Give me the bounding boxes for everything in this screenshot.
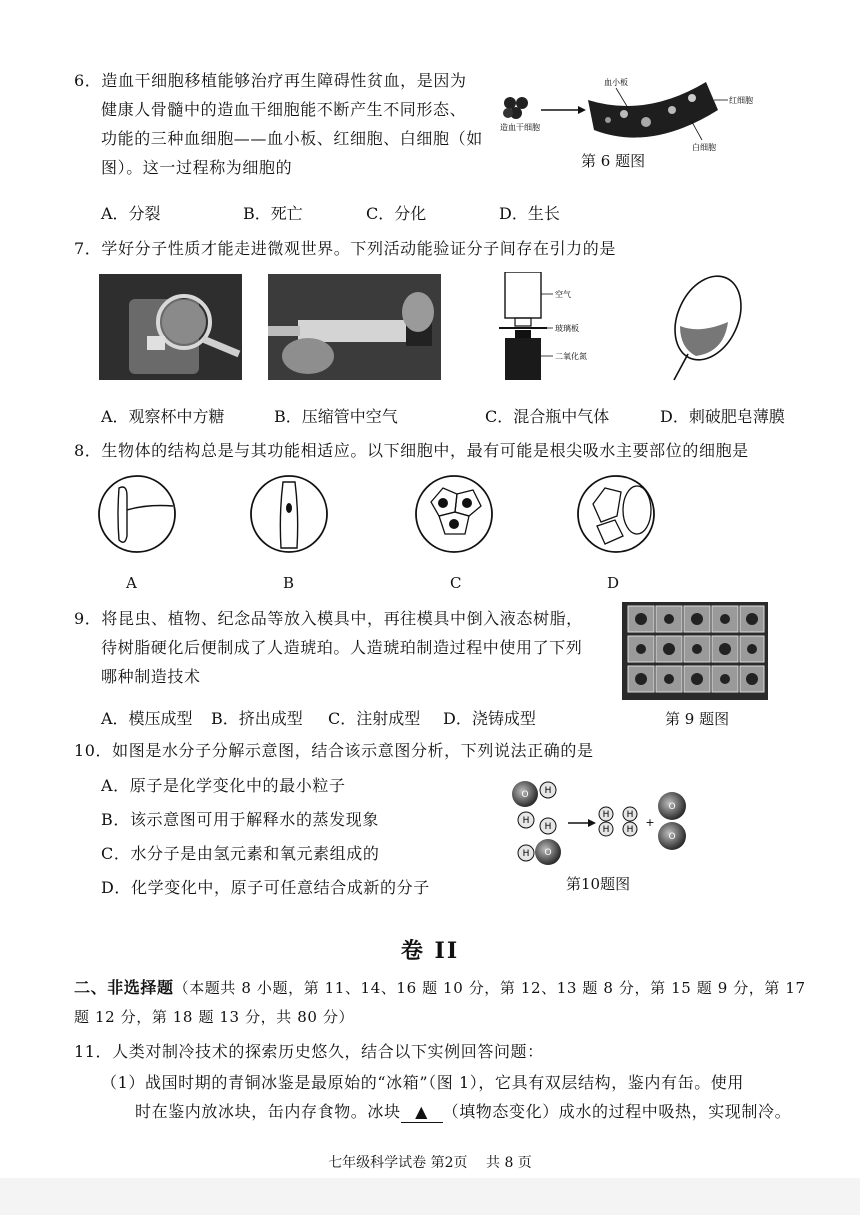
q9-options bbox=[101, 706, 536, 729]
hydrogen-symbol: H bbox=[544, 786, 552, 796]
stem-cell-label: 造血干细胞 bbox=[500, 123, 540, 132]
arrow-head-icon bbox=[578, 106, 586, 114]
section-2-heading-bold: 二、非选择题 bbox=[74, 978, 174, 997]
oxygen-symbol: O bbox=[521, 790, 529, 800]
q10-stem: 10．如图是水分子分解示意图，结合该示意图分析，下列说法正确的是 bbox=[74, 741, 594, 760]
cell-c bbox=[416, 476, 492, 552]
q7-option-d: D．刺破肥皂薄膜 bbox=[660, 407, 785, 426]
cell-d bbox=[578, 476, 654, 552]
q10-option-a: A．原子是化学变化中的最小粒子 bbox=[101, 776, 346, 795]
q6-option-a: A．分裂 bbox=[101, 204, 161, 223]
q9-option-d: D．浇铸成型 bbox=[443, 709, 536, 728]
air-label: 空气 bbox=[555, 290, 571, 299]
q6-line-1: 6．造血干细胞移植能够治疗再生障碍性贫血，是因为 bbox=[74, 71, 467, 90]
q8-cells-figure bbox=[97, 466, 707, 566]
q6-line-2: 健康人骨髓中的造血干细胞能不断产生不同形态、 bbox=[101, 100, 467, 119]
reaction-arrow-head-icon bbox=[588, 819, 596, 827]
q7-option-b: B．压缩管中空气 bbox=[274, 407, 398, 426]
platelet-label: 血小板 bbox=[604, 78, 628, 87]
hydrogen-symbol: H bbox=[522, 816, 530, 826]
oxygen-symbol: O bbox=[544, 848, 552, 858]
blood-vessel-shape bbox=[588, 82, 718, 138]
q6-stem bbox=[74, 66, 483, 182]
q8-label-a: A bbox=[126, 574, 137, 592]
glass-plate-label: 玻璃板 bbox=[555, 324, 579, 333]
q9-line-3: 哪种制造技术 bbox=[101, 667, 201, 686]
q6-caption: 第 6 题图 bbox=[581, 152, 646, 170]
q9-caption: 第 9 题图 bbox=[665, 710, 730, 728]
q7-gas-bottles-figure bbox=[495, 272, 605, 382]
q10-option-b: B．该示意图可用于解释水的蒸发现象 bbox=[101, 810, 379, 829]
hydrogen-symbol: H bbox=[602, 825, 610, 835]
q9-option-b: B．挤出成型 bbox=[211, 709, 303, 728]
q6-options bbox=[101, 201, 560, 224]
q6-option-c: C．分化 bbox=[366, 204, 427, 223]
oxygen-symbol: O bbox=[668, 832, 676, 842]
q11-sub1-line-2 bbox=[101, 1097, 791, 1126]
hydrogen-symbol: H bbox=[544, 822, 552, 832]
section-2-heading-rest: （本题共 8 小题，第 11、14、16 题 10 分，第 12、13 题 8 分，第 15 题 9 分，第 17 bbox=[173, 979, 806, 997]
q7-stem: 7．学好分子性质才能走进微观世界。下列活动能验证分子间存在引力的是 bbox=[74, 239, 616, 258]
q11-answer-blank[interactable]: ▲ bbox=[401, 1102, 443, 1123]
q10-option-c: C．水分子是由氢元素和氧元素组成的 bbox=[101, 844, 380, 863]
q8-stem: 8．生物体的结构总是与其功能相适应。以下细胞中，最有可能是根尖吸水主要部位的细胞是 bbox=[74, 441, 749, 460]
q11-sub1-line-1: （1）战国时期的青铜冰鉴是最原始的“冰箱”（图 1），它具有双层结构，鉴内有缶。使用 bbox=[101, 1073, 745, 1092]
q7-photo-magnifier bbox=[99, 274, 242, 380]
q6-line-3: 功能的三种血细胞——血小板、红细胞、白细胞（如 bbox=[101, 129, 483, 148]
q7-soap-film-figure bbox=[666, 272, 746, 384]
q10-molecule-figure bbox=[506, 776, 706, 868]
bottom-margin bbox=[0, 1178, 860, 1215]
wbc-label: 白细胞 bbox=[692, 143, 716, 152]
hydrogen-symbol: H bbox=[602, 810, 610, 820]
q9-line-2: 待树脂硬化后便制成了人造琥珀。人造琥珀制造过程中使用了下列 bbox=[101, 638, 583, 657]
q7-photo-syringe bbox=[268, 274, 441, 380]
q9-stem bbox=[74, 604, 583, 691]
q8-label-d: D bbox=[607, 574, 620, 592]
section-2-title: 卷 II bbox=[400, 938, 460, 964]
q6-line-4: 图）。这一过程称为细胞的 bbox=[101, 158, 293, 177]
q9-line-1: 9．将昆虫、植物、纪念品等放入模具中，再往模具中倒入液态树脂， bbox=[74, 609, 583, 628]
q10-caption: 第10题图 bbox=[566, 875, 631, 893]
q7-options bbox=[101, 404, 785, 427]
no2-label: 二氧化氮 bbox=[555, 352, 587, 361]
q8-label-c: C bbox=[450, 574, 462, 592]
stem-cell-cluster-icon bbox=[503, 97, 528, 119]
q10-option-d: D．化学变化中，原子可任意结合成新的分子 bbox=[101, 878, 430, 897]
q11-sub1-line-2-pre: 时在鉴内放冰块，缶内存食物。冰块 bbox=[135, 1102, 401, 1121]
hydrogen-symbol: H bbox=[522, 849, 530, 859]
q7-option-c: C．混合瓶中气体 bbox=[485, 407, 610, 426]
q8-label-b: B bbox=[283, 574, 295, 592]
q11-sub1-line-2-post: （填物态变化）成水的过程中吸热，实现制冷。 bbox=[442, 1102, 792, 1121]
q11-sub1 bbox=[101, 1068, 791, 1126]
q11-stem: 11．人类对制冷技术的探索历史悠久，结合以下实例回答问题： bbox=[74, 1042, 544, 1061]
cell-a bbox=[99, 476, 175, 552]
q9-amber-photo bbox=[622, 602, 768, 700]
page-footer: 七年级科学试卷 第2页 共 8 页 bbox=[328, 1155, 532, 1171]
q10-options bbox=[101, 769, 430, 905]
oxygen-symbol: O bbox=[668, 802, 676, 812]
plus-sign: + bbox=[645, 816, 655, 829]
q6-option-b: B．死亡 bbox=[243, 204, 303, 223]
q9-option-a: A．模压成型 bbox=[101, 709, 193, 728]
hydrogen-symbol: H bbox=[626, 825, 634, 835]
section-2-heading-line-2: 题 12 分，第 18 题 13 分，共 80 分） bbox=[74, 1008, 355, 1026]
section-2-heading bbox=[74, 973, 806, 1032]
q6-option-d: D．生长 bbox=[499, 204, 560, 223]
q9-option-c: C．注射成型 bbox=[328, 709, 421, 728]
hydrogen-symbol: H bbox=[626, 810, 634, 820]
rbc-label: 红细胞 bbox=[729, 96, 753, 105]
cell-b bbox=[251, 476, 327, 552]
q7-option-a: A．观察杯中方糖 bbox=[101, 407, 225, 426]
